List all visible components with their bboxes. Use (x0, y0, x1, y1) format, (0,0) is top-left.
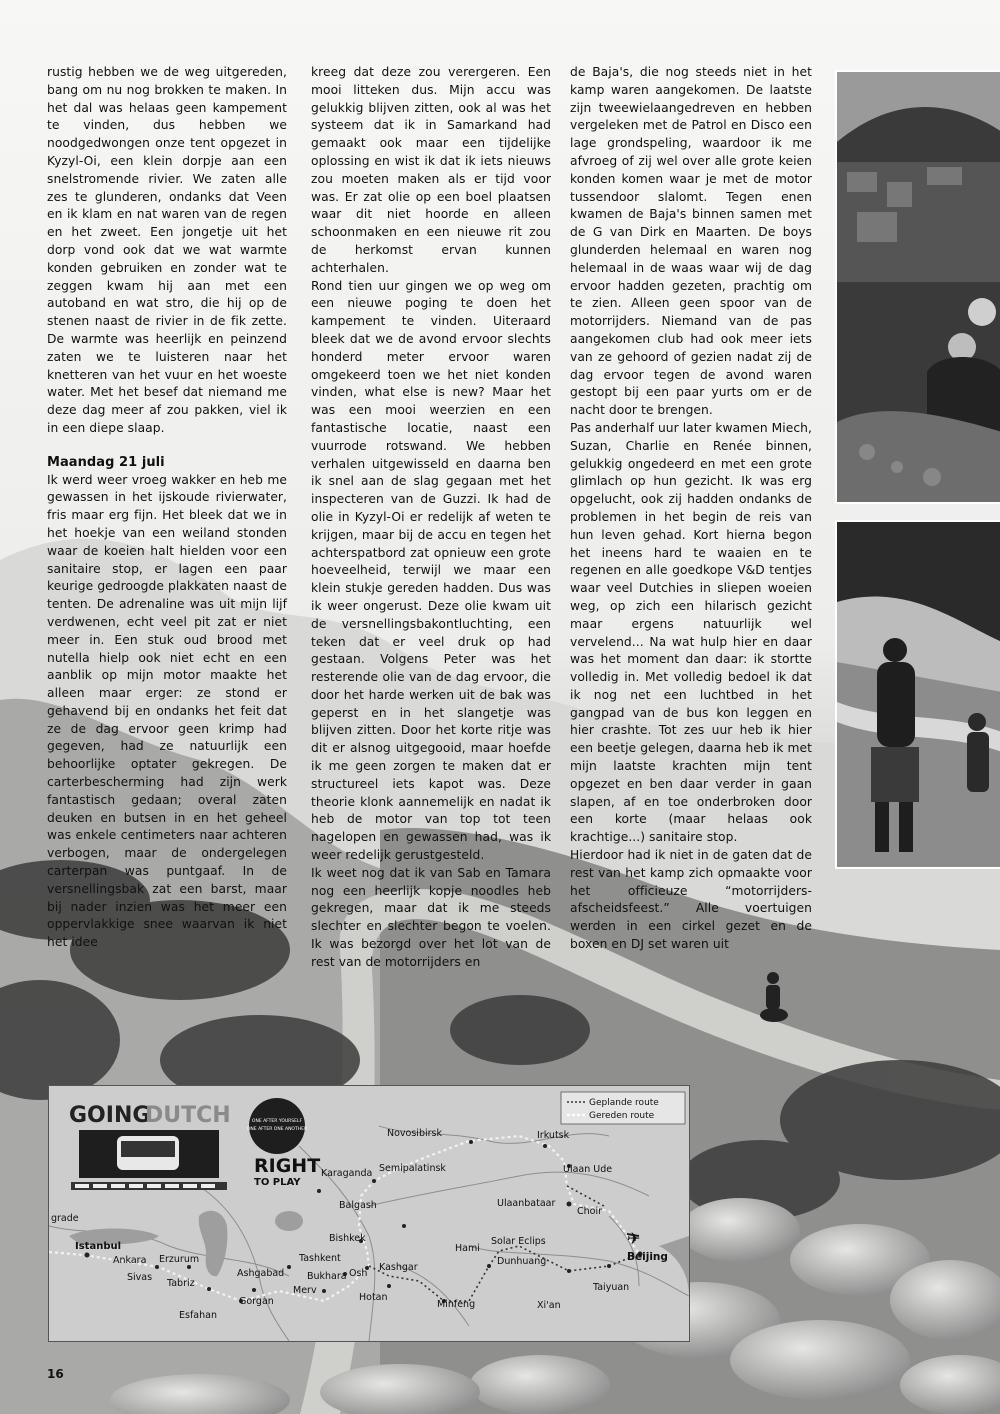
route-map (48, 1085, 690, 1342)
city-label: Taiyuan (593, 1282, 630, 1293)
city-label: Hami (455, 1243, 480, 1254)
city-label: Minfeng (437, 1299, 476, 1310)
legend-driven: Gereden route (589, 1111, 655, 1121)
section-heading: Maandag 21 juli (47, 454, 165, 470)
city-label: Erzurum (159, 1254, 200, 1265)
city-label: Kashgar (379, 1262, 418, 1273)
paragraph: de Baja's, die nog steeds niet in het kamp waren aangekomen. De laatste zijn tweewielaangedreven en hebben vergeleken met de Patrol en Disco een lage grondspeling, waardoor ik me afvroeg of zij wel over alle grote keien konden komen waar je met de motor tussendoor slalomt. Tegen enen kwamen de Baja's binnen samen met de G van Dirk en Maarten. De boys glunderden helemaal en waren nog helemaal in de waas waar wij de dag ervoor hadden gezeten, prachtig om te zien. Alleen geen spoor van de motorrijders. Niemand van de pas aangekomen club had ook meer iets van ze gehoord of gezien nadat zij de dag ervoor tegen de avond waren gestopt bij een paar yurts om er de nacht door te brengen. (570, 65, 812, 418)
right-to-play-logo-line1: RIGHT (254, 1155, 321, 1177)
logo-going: GOING (69, 1103, 151, 1128)
city-label: Bukhara (307, 1271, 347, 1282)
paragraph: Hierdoor had ik niet in de gaten dat de rest van het kamp zich opmaakte voor het officieuze “motorrijders-afscheidsfeest.” Alle voertuigen werden in een cirkel gezet en de boxen en DJ set waren uit (570, 848, 812, 952)
city-label: Hotan (359, 1292, 388, 1303)
city-label: Novosibirsk (387, 1128, 442, 1139)
text-column-3 (570, 64, 812, 954)
city-label: Bishkek (329, 1233, 366, 1244)
paragraph: Ik werd weer vroeg wakker en heb me gewassen in het ijskoude rivierwater, fris maar erg fijn. Het bleek dat we in het hoekje van een weiland stonden waar de koeien halt hielden voor een sanitaire stop, er lagen een paar keurige gedroogde plakkaten naast de tenten. De adrenaline was uit mijn lijf verdwenen, echt veel pit zat er niet meer in. Een stuk oud brood met nutella hielp ook niet echt en een aanblik op mijn motor maakte het alleen maar erger: ze stond er gehavend bij en ondanks het feit dat ze de dag ervoor geen krimp had gegeven, had ze natuurlijk een behoorlijke optater gekregen. De carterbescherming had zijn werk fantastisch gedaan; overal zaten deuken en butsen in en het geheel was enkele centimeters naar achteren verbogen, maar de ondergelegen carterpan was puntgaaf. In de versnellingsbak zat een barst, maar bij nader inzien was het meer een oppervlakkige snee waarvan ik niet het idee (47, 472, 287, 950)
city-label: Ulaanbataar (497, 1198, 556, 1209)
city-label: Osh (349, 1268, 368, 1279)
badge-line2: ONE AFTER ONE ANOTHER (246, 1127, 308, 1132)
city-label: Ashgabad (237, 1268, 285, 1279)
logo-dutch: DUTCH (145, 1103, 231, 1128)
city-label: Ulaan Ude (563, 1164, 613, 1175)
airplane-icon: ✈ (627, 1229, 641, 1248)
paragraph: rustig hebben we de weg uitgereden, bang om nu nog brokken te maken. In het dal was helaas geen kampement te vinden, dus hebben we noodgedwongen onze tent opgezet in Kyzyl-Oi, een klein dorpje aan een snelstromende rivier. We zaten alle zes te glunderen, ondanks dat Veen en ik klam en nat waren van de regen en het zweet. Een jongetje uit het dorp vond ook dat we wat warmte konden gebruiken en zonder wat te zeggen kwam hij aan met een autoband en wat stro, die hij op de stenen naast de rivier in de fik zette. De warmte was heerlijk en peinzend zaten we te luisteren naar het knetteren van het vuur en het woeste water. Met het besef dat niemand me deze dag meer af zou pakken, viel ik in een diepe slaap. (47, 65, 287, 435)
city-label: Choir (577, 1206, 603, 1217)
city-label: Sivas (127, 1272, 153, 1283)
city-label: Karaganda (321, 1168, 373, 1179)
paragraph: Pas anderhalf uur later kwamen Miech, Suzan, Charlie en Renée binnen, gelukkig ongedeerd en met een grote glimlach op hun gezicht. Ik was erg opgelucht, ook zij hadden ondanks de problemen in het begin de reis van hun leven gehad. Kort hierna begon het ineens hard te waaien en te regenen en alle goedkope V&D tentjes waar veel Dutchies in sliepen woeien weg, op zich een hilarisch gezicht maar ergens natuurlijk wel vervelend... Na wat hulp hier en daar was het moment dan daar: ik stortte volledig in. Met volledig bedoel ik dat ik nog net een luchtbed in het gangpad van de bus kon leggen en hier crashte. Tot zes uur heb ik hier een beetje gelegen, daarna heb ik met mijn laatste krachten mijn tent opgezet en ben daar verder in gaan slapen, af en toe onderbroken door een korte (maar helaas ook krachtige...) sanitaire stop. (570, 420, 812, 845)
city-label: Xi'an (537, 1300, 561, 1311)
city-label: Solar Eclips (491, 1236, 546, 1247)
city-label: Irkutsk (537, 1130, 570, 1141)
city-label: Tabriz (167, 1278, 195, 1289)
river-bathing-photo (835, 520, 1000, 869)
city-label: Merv (293, 1285, 317, 1296)
city-label: Istanbul (75, 1241, 122, 1252)
yurt-interior-photo (835, 70, 1000, 504)
text-column-1 (47, 64, 287, 952)
paragraph: Ik weet nog dat ik van Sab en Tamara nog een heerlijk kopje noodles heb gekregen, maar dat ik me steeds slechter en slechter begon te voelen. Ik was bezorgd over het lot van de rest van de motorrijders en (311, 865, 551, 969)
page-number: 16 (47, 1367, 64, 1381)
paragraph: kreeg dat deze zou verergeren. Een mooi litteken dus. Mijn accu was gelukkig blijven zitten, ook al was het systeem dat ik in Samarkand had gemaakt ook maar een tijdelijke oplossing en wist ik dat ik iets nieuws zou moeten maken als er tijd voor was. Er zat olie op een boel plaatsen waar dit niet hoorde en alleen schoonmaken en een nieuwe rit zou de herkomst ervan kunnen achterhalen. (311, 65, 551, 275)
city-label: Tashkent (299, 1253, 341, 1264)
city-label: Gorgan (239, 1296, 274, 1307)
city-label: Ankara (113, 1255, 147, 1266)
city-label: Dunhuang (497, 1256, 547, 1267)
text-column-2 (311, 64, 551, 972)
city-label: Semipalatinsk (379, 1163, 446, 1174)
map-legend (561, 1092, 685, 1124)
right-to-play-logo-line2: TO PLAY (254, 1177, 301, 1188)
city-label: Beijing (627, 1251, 668, 1263)
paragraph: Rond tien uur gingen we op weg om een nieuwe poging te doen het kampement te vinden. Uiteraard bleek dat we de avond ervoor slechts honderd meter ervoor waren omgekeerd toen we het niet konden vinden, what else is new? Maar het was een mooi weerzien en een fantastische locatie, naast een vuurrode rotswand. We hebben verhalen uitgewisseld en daarna ben ik snel aan de slag gegaan met het inspecteren van de Guzzi. Ik had de olie in Kyzyl-Oi er redelijk af weten te krijgen, maar bij de accu en tegen het achterspatbord zat opnieuw een grote hoeveelheid, terwijl we maar een klein stukje gereden hadden. Dus was ik weer ongerust. Deze olie kwam uit de versnellingsbakontluchting, een teken dat er veel druk op had gestaan. Volgens Peter was het resterende olie van de dag ervoor, die door het harde werken uit de bak was geperst en in het slangetje was blijven zitten. Door het korte ritje was dit er alsnog uitgegooid, maar hoefde ik me geen zorgen te maken dat er structureel iets kapot was. Deze theorie klonk aannemelijk en nadat ik heb de motor van top tot teen nagelopen en gewassen had, was ik weer redelijk gerustgesteld. (311, 278, 551, 863)
legend-planned: Geplande route (589, 1098, 659, 1108)
city-label: grade (51, 1213, 79, 1224)
city-label: Balgash (339, 1200, 377, 1211)
right-to-play-badge (246, 1098, 308, 1154)
city-label: Esfahan (179, 1310, 217, 1321)
badge-line1: ONE AFTER YOURSELF (251, 1119, 303, 1124)
